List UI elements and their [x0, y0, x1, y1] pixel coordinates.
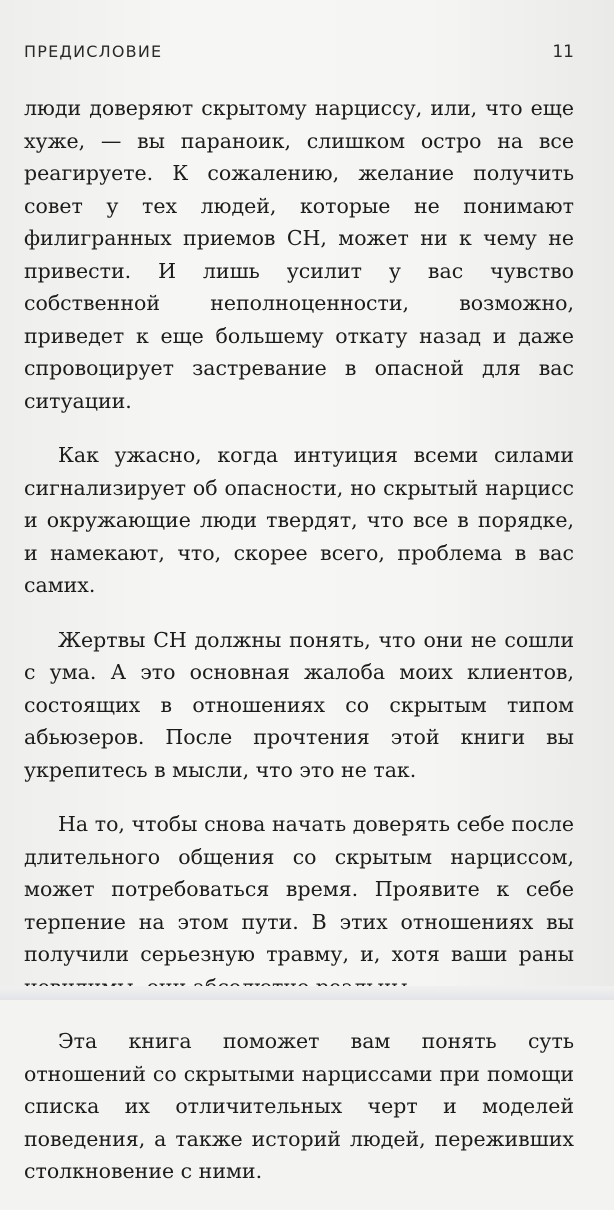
paragraph-1: люди доверяют скрытому нарциссу, или, что еще хуже, — вы параноик, слишком остро на все реагируете. К сожалению, желание получить совет у тех людей, которые не понимают филигранных приемов СН, может ни к чему не привести. И лишь усилит у вас чувство собственной неполноценности, возможно, приведет к еще большему откату назад и даже спровоцирует застревание в опасной для вас ситуации. — [24, 96, 574, 413]
paragraph-3: Жертвы СН должны понять, что они не сошли с ума. А это основная жалоба моих клиентов, состоящих в отношениях со скрытым типом абьюзеров. После прочтения этой книги вы укрепитесь в мысли, что это не так. — [24, 627, 574, 782]
page-number: 11 — [552, 42, 574, 62]
running-header — [24, 38, 574, 68]
page-bottom-edge — [0, 986, 614, 1000]
section-title: ПРЕДИСЛОВИЕ — [24, 42, 163, 61]
body-text — [24, 92, 574, 1210]
paragraph-4: На то, чтобы снова начать доверять себе после длительного общения со скрытым нарциссом, может потребоваться время. Проявите к себе терпение на этом пути. В этих отношениях вы получили серьезную травму, и, хотя ваши раны — [24, 812, 574, 966]
paragraph-5: Эта книга поможет вам понять суть отношений со скрытыми нарциссами при помощи списка их отличительных черт и моделей поведения, а также историй людей, переживших столкновение с ними. — [24, 1029, 574, 1183]
paragraph-2: Как ужасно, когда интуиция всеми силами сигнализирует об опасности, но скрытый нарцисс и окружающие люди твердят, что все в порядке, и намекают, что, скорее всего, проблема в вас самих. — [24, 443, 574, 597]
